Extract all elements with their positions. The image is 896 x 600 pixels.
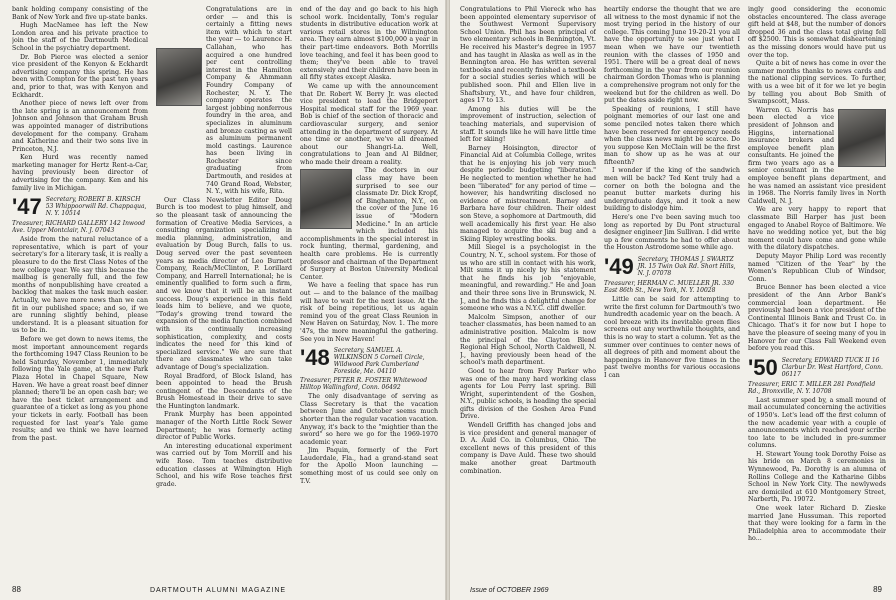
right-page	[450, 0, 896, 600]
secretary-address: Secretary, THOMAS J. SWARTZ JR. 15 Twin Oak Rd. Short Hills, N. J. 07078	[637, 256, 736, 277]
class-year: '50	[748, 354, 778, 380]
treasurer-address: Treasurer, PETER R. FOSTER Whitewood Hilltop Wallingford, Conn. 06492	[300, 377, 428, 392]
paragraph: The only disadvantage of serving as Class Secretary is that the vacation between June and October seems much shorter than the regular vacation vacation. Anyway, it's back to the "mightier than the sword" so here we go for the 1969-1970 academic year.	[300, 393, 438, 446]
paragraph: Deputy Mayor Philip Lord was recently named "Citizen of the Year" by the Women's Republican Club of Windsor, Conn.	[748, 253, 886, 283]
portrait-photo	[156, 48, 202, 106]
left-column-2	[156, 6, 292, 578]
page-number: 88	[12, 585, 21, 594]
class-year: '49	[604, 254, 634, 279]
page-number: 89	[873, 585, 882, 594]
right-column-1	[460, 6, 596, 578]
paragraph: Frank Murphy has been appointed manager of the North Little Rock Sewer Department; he was formerly acting director of Public Works.	[156, 411, 292, 442]
paragraph: The doctors in our class may have been surprised to see our classmate Dr. Dick Kropf, of Binghamton, N.Y., on the cover of the June 16 issue of "Modern Medicine." In an article which included his accomplishments in the special interest in rock hunting, thermal, gardening, and health care problems. He is currently professor and chairman of the Department of Surgery at Boston University Medical Center.	[300, 167, 438, 281]
paragraph: Quite a bit of news has come in over the summer months thanks to news cards and the national clipping services. To further, with us a wee bit of it for we let ye begin by telling you about Bob Smith of Swampscott, Mass.	[748, 60, 886, 106]
secretary-address: Secretary, ROBERT B. KIRSCH 53 Whippoorwill Rd. Chappaqua, N. Y. 10514	[45, 196, 147, 218]
class-heading	[748, 354, 886, 380]
left-page	[0, 0, 446, 600]
issue-label: Issue of OCTOBER 1969	[470, 587, 549, 594]
paragraph: We are very happy to report that classmate Bill Harper has just been engaged to Anabel Royce of Baltimore. We have no wedding notice yet, but the big moment could have come and gone while with the dilatory dispatches.	[748, 206, 886, 252]
paragraph: heartily endorse the thought that we are all witness to the most dynamic if not the most trying period in the history of our college. This coming June 19-20-21 you all have the opportunity to see just what I mean when we have our twentieth reunion with the classes of 1950 and 1951. There will be a great deal of news forthcoming in the year from our reunion chairman Gordon Thomas who is planning a comprehensive program not only for the weekend but for the children as well. Do put the dates aside right now.	[604, 6, 740, 105]
paragraph: Last summer sped by, a small mound of mail accumulated concerning the activities of 1950's. Let's lead off the first column of the new academic year with a couple of announcements which reached your scribe too late to be included in pre-summer columns.	[748, 396, 886, 450]
treasurer-address: Treasurer, RICHARD GALLERY 142 Inwood Ave. Upper Montclair, N. J. 07043	[12, 220, 146, 235]
paragraph: Our Class Newsletter Editor Doug Burch is too modest to plug himself, and so the pleasant task of announcing the formation of Creative Media Services, a consulting organization specializing in media planning, administration, and evaluation by Doug Burch, falls to us. Doug served over the past seventeen years as media director of Leo Burnett Company, Reach/McClinton, P. Lorillard Company, and Harrell International; he is eminently qualified to form such a firm, and we know that it will be an instant success. Doug's experience in this field leads him to believe, and we quote, "Today's growing trend toward the expansion of the media function combined with its continually increasing sophistication, complexity, and costs indicates the need for this kind of specialized service." We are sure that there are classmates who can take advantage of Doug's specialization.	[156, 196, 292, 371]
paragraph: Jim Paquin, formerly of the Fort Lauderdale, Fla., had a grand-stand seat for the Apollo Moon launching — something most of us could see only on T.V.	[300, 447, 438, 485]
paragraph: end of the day and go back to his high school work. Incidentally, Tom's regular students in distributive education work at various retail stores in the Wilmington area. They earn almost $100,000 a year in their part-time endeavors. Both Morrills love teaching, and feel it has been good to them; they've been able to travel extensively and their children have been in all fifty states except Alaska.	[300, 6, 438, 82]
paragraph: Wendell Griffith has changed jobs and is vice president and general manager of D. A. Auld Co. in Columbus, Ohio. The excellent news of this president of this company is Dave Auld. These two should make another great Dartmouth combination.	[460, 422, 596, 475]
paragraph: Among his duties will be the improvement of instruction, selection of teaching materials, and supervision of staff. It sounds like he will have little time left for skiing!	[460, 105, 596, 144]
paragraph: I wonder if the king of the sandwich men will be back? Ted Kent truly had a corner on both the bologna and the peanut butter markets during his undergraduate days, and it took a new building to dislodge him.	[604, 167, 740, 213]
treasurer-address: Treasurer, ERIC T. MILLER 281 Pondfield Rd., Bronxville, N. Y. 10708	[748, 380, 876, 395]
paragraph: An interesting educational experiment was carried out by Tom Morrill and his wife Rose. Tom teaches distributive education classes at Wilmington High School, and his wife Rose teaches first grade.	[156, 442, 292, 488]
class-heading	[300, 347, 438, 375]
paragraph: Before we get down to news items, the most important announcement regards the forthcoming 1947 Class Reunion to be held Saturday, November 1, immediately following the Yale game, at the new Park Plaza Hotel in Chapel Square, New Haven. We have a great roast beef dinner planned; there'll be an open cash bar; we have the best ticket arrangement and guarantee of a ticket as long as you phone your tickets in early. Football has been requested for last year's Yale game results; and we think we have learned from the past.	[12, 335, 148, 442]
paragraph: bank holding company consisting of the Bank of New York and five up-state banks.	[12, 6, 148, 21]
right-column-3	[748, 6, 886, 578]
paragraph: Barney Hoisington, director of Financial Aid at Columbia College, writes that he is enjoying his job very much despite periodic budgeting "liberation." He neglected to mention whether he had been "liberated" for any period of time — however, his handwriting disclosed no evidence of mistreatment. Barney and Barbara have four children. Their oldest son Steve, a sophomore at Dartmouth, did well academically his first year. He also managed to acquire the ski bug and a Skiing Ripley wrestling books.	[460, 144, 596, 243]
paragraph: Bruce Benner has been elected a vice president of the Ann Arbor Bank's commercial loan department. He previously had been a vice president of the Continental Illinois Bank and Trust Co. in Chicago. That's it for now but I hope to have the pleasure of seeing many of you in Hanover for our Class Fall Weekend even before you read this.	[748, 284, 886, 353]
magazine-title: DARTMOUTH ALUMNI MAGAZINE	[150, 587, 287, 594]
secretary-address: Secretary, SAMUEL A. WILKINSON 5 Cornell Circle, Wildwood Park Cumberland Foreside, Me. 04110	[333, 347, 425, 376]
class-year: '48	[300, 345, 330, 371]
paragraph: Congratulations are in order — and this is certainly a fitting news item with which to start the year — to Laurence H. Callahan, who has acquired a one hundred per cent controlling interest in the Hamilton Company & Ahmmann Foundry Company of Rochester, N. Y. The company operates the largest jobbing nonferrous foundry in the area, and specializes in aluminum and bronze casting as well as aluminum permanent mold castings. Laurence has been living in Rochester since graduating from Dartmouth, and resides at 740 Grand Road, Webster, N. Y., with his wife, Rita.	[206, 6, 292, 196]
treasurer-address: Treasurer, HERMAN C. MUELLER JR. 330 East 86th St., New York, N. Y. 10028	[604, 280, 734, 294]
paragraph: ingly good considering the economic obstacles encountered. The class average gift held at $48, but the number of donors dropped 36 and the class total giving fell off $2500. This is somewhat disheartening as the missing donors would have put us over the top.	[748, 6, 886, 59]
class-year: '47	[12, 194, 42, 220]
paragraph: Mill Siegel is a psychologist in the Country, N. Y., school system. For those of us who are still in contact with his work, Milt sums it up nicely by his statement that he finds his job "enjoyable, meaningful, and rewarding." He and Joan and their three sons live in Brunswick, N. J., and he finds this a delightful change for someone who was a N.Y.C. cliff dweller.	[460, 244, 596, 313]
paragraph: Little can be said for attempting to write the first column for Dartmouth's two hundredth academic year on the beach. A cool breeze with its inevitable green flies screens out any worthwhile thoughts, and this is no way to start a column. Yet as the summer over continues to center news of all degrees of pith and moment about the happenings in Hanover five times in the past twelve months for various occasions I can	[604, 296, 740, 379]
portrait-photo	[300, 169, 352, 229]
paragraph: We came up with the announcement that Dr. Robert W. Berry Jr. was elected vice president to lead the Bridgeport Hospital medical staff for the 1969 year. Bob is chief of the section of thoracic and cardiovascular surgery, and senior attending in the department of surgery. At one time or another, we've all dreamed about our Shangri-La. Well, congratulations to Jean and Al Bildner, who made their dream a reality.	[300, 82, 438, 166]
paragraph: Warren G. Norris has been elected a vice president of Johnson and Higgins, international insurance brokers and employee benefit plan consultants. He joined the firm two years ago as a senior consultant in the employee benefit plans department, and he was named an assistant vice president in 1968. The Norris family lives in North Caldwell, N. J.	[748, 106, 886, 205]
portrait-photo	[838, 109, 886, 167]
paragraph: Royal Bradford, of Block Island, has been appointed to head the Brush contingent of the Descendants of the Brush Homestead in their drive to save the Huntington landmark.	[156, 372, 292, 410]
paragraph: We have a feeling that space has run out — and to the balance of the mailbag will have to wait for the next issue. At the risk of being repetitious, let us again remind you of the great Class Reunion in New Haven on Saturday, Nov. 1. The more '47s, the more meaningful the gathering. See you in New Haven!	[300, 282, 438, 343]
left-column-3	[300, 6, 438, 578]
paragraph: Hugh MacNamee has left the New London area and his private practice to join the staff of the Dartmouth Medical School in the psychiatry department.	[12, 22, 148, 52]
paragraph: Another piece of news left over from the late spring is an announcement from Johnson and Johnson that Graham Brush was appointed manager of distributions development for the company. Graham and Katherine and their two sons live in Princeton, N.J.	[12, 100, 148, 153]
secretary-address: Secretary, EDWARD TUCK II 16 Clarbur Dr. West Hartford, Conn. 06117	[781, 356, 883, 378]
paragraph: Malcolm Simpson, another of our teacher classmates, has been named to an administrative position. Malcolm is now the principal of the Clayton Blend Regional High School, North Caldwell, N. J., having previously been head of the school's math department.	[460, 313, 596, 367]
paragraph: Aside from the natural reluctance of a representative, which is part of your secretary's for a literary task, it is really a pleasure to do the first Class Notes of the new college year. We say this because the mailbag is generally full, and the few months of nonpublishing have created a backlog that makes the task much easier. Actually, we have more news than we can fit in our published space; and so, if we are running slightly behind, please understand. It is a pleasant situation for us to be in.	[12, 236, 148, 335]
paragraph: Here's one I've been saving much too long as reported by Du Pont structural designer engineer Jim Sullivan. I did write up a few comments he had to offer about the Houston Astrodome some while ago.	[604, 214, 740, 252]
paragraph: H. Stewart Young took Dorothy Foise as his bride on March 8 ceremonies in Wynnewood, Pa. Dorothy is an alumna of Rollins College and the Katharine Gibbs School in New York City. The newlyweds are domiciled at 610 Montgomery Street, Narberth, Pa. 19072.	[748, 450, 886, 504]
paragraph: Speaking of reunions, I still have poignant memories of our last one and some penciled notes taken there which have been reserved for emergency needs when the class news might be scarce. Do you suppose Ken McClain will be the first man to show up as he was at our fifteenth?	[604, 105, 740, 166]
paragraph: Good to hear from Foxy Parker who was one of the many hard working class agents for Lou Perry last spring. Bill Wright, superintendent of the Goshen, N.Y., public schools, is heading the special gifts division of the Goshen Area Fund Drive.	[460, 367, 596, 421]
paragraph: One week later Richard D. Zieske married Jane Hussuman. This reported that they were looking for a farm in the Philadelphia area to accommodate their ho...	[748, 505, 886, 543]
class-heading	[12, 196, 148, 218]
right-column-2	[604, 6, 740, 578]
paragraph: Dr. Bob Pierce was elected a senior vice president of the Kenyon & Eckhardt advertising company this spring. He has been with Compton for the past ten years and, prior to that, was with Kenyon and Eckhardt.	[12, 53, 148, 99]
class-heading	[604, 256, 740, 278]
paragraph: Congratulations to Phil Viereck who has been appointed elementary supervisor of the Southwest Vermont Supervisory School Union. Phil has been principal of two elementary schools in Bennington, Vt. He received his Master's degree in 1957 and has taught in Alaska as well as in the Bennington area. He has written several textbooks and recently finished a textbook for a social studies series which will be published soon. Phil and Ellen live in Shaftsbury, Vt., and have four children, ages 17 to 13.	[460, 6, 596, 105]
left-column-1	[12, 6, 148, 578]
paragraph: Ken Hurd was recently named marketing manager for Hertz Rent-a-Car, having previously been director of advertising for the company. Ken and his family live in Michigan.	[12, 154, 148, 192]
